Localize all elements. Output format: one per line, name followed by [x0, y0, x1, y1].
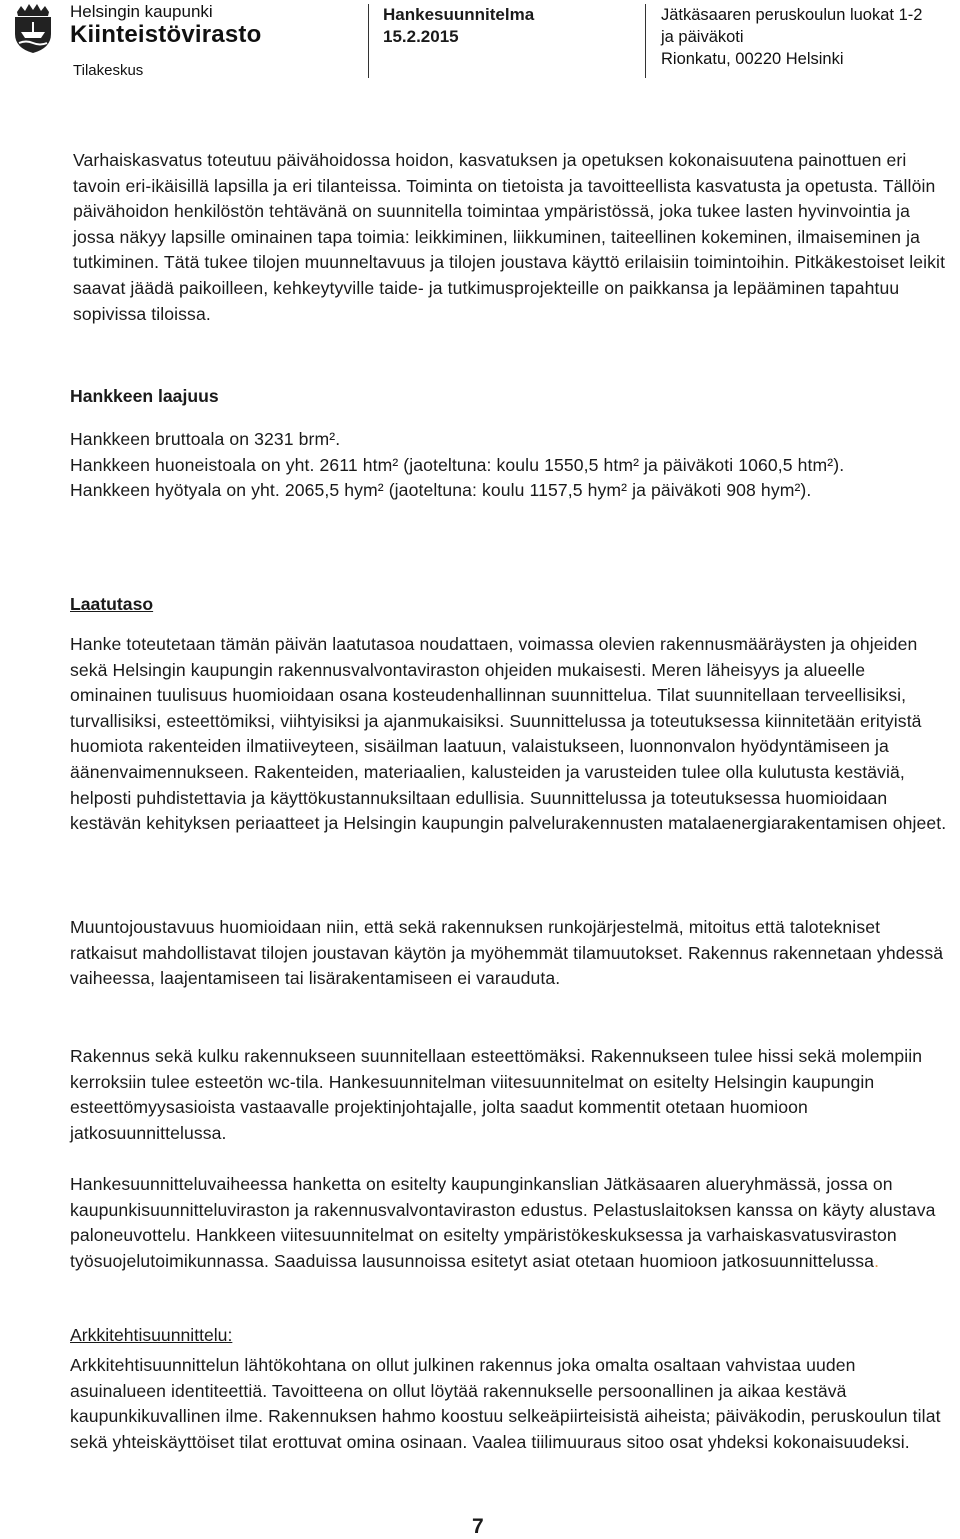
- huoneistoala-line: Hankkeen huoneistoala on yht. 2611 htm² (jaoteltuna: koulu 1550,5 htm² ja päiväkoti 1060,5 htm²).: [70, 454, 845, 475]
- organization-name: [70, 2, 261, 48]
- document-info: [383, 4, 534, 48]
- section-heading-laajuus: Hankkeen laajuus: [70, 386, 219, 406]
- page-number: 7: [472, 1515, 484, 1538]
- document-date: 15.2.2015: [383, 27, 459, 46]
- section-heading-arkkitehti: Arkkitehtisuunnittelu:: [70, 1325, 233, 1345]
- section-heading-laatutaso: Laatutaso: [70, 594, 154, 614]
- hankesuunnitteluvaihe-paragraph: [70, 1172, 950, 1274]
- header-divider: [645, 4, 646, 78]
- header-divider: [368, 4, 369, 78]
- hyotyala-line: Hankkeen hyötyala on yht. 2065,5 hym² (jaoteltuna: koulu 1157,5 hym² ja päiväkoti 908 hym²).: [70, 480, 812, 501]
- project-name: Jätkäsaaren peruskoulun luokat 1-2: [661, 6, 923, 24]
- hankesuunnitteluvaihe-text: Hankesuunnitteluvaiheessa hanketta on esitelty kaupunginkanslian Jätkäsaaren alueryhmässä, jossa on kaupunkisuunnitteluviraston ja rakennusvalvontaviraston edustus. Pelastuslaitoksen kanssa on käyty alustava paloneuvottelu. Hankkeen viitesuunnitelmat on esitelty ympäristökeskuksessa ja varhaiskasvatusviraston työsuojelutoimikunnassa. Saaduissa lausunnoissa esitetyt asiat otetaan huomioon jatkosuunnittelussa: [70, 1174, 936, 1271]
- muuntojoustavuus-paragraph: Muuntojoustavuus huomioidaan niin, että sekä rakennuksen runkojärjestelmä, mitoitus että talotekniset ratkaisut mahdollistavat tilojen joustavan käytön ja myöhemmät tilamuutokset. Rakennus rakennetaan yhdessä vaiheessa, laajentamiseen tai lisärakentamiseen ei varauduta.: [70, 917, 944, 989]
- document-title: Hankesuunnitelma: [383, 5, 535, 24]
- esteettomyys-paragraph: Rakennus sekä kulku rakennukseen suunnitellaan esteettömäksi. Rakennukseen tulee hissi sekä molempiin kerroksiin tulee esteetön wc-tila. Hankesuunnitelman viitesuunnitelmat on esitelty Helsingin kaupungin esteettömyysasioista vastaavalle projektinjohtajalle, jolta saadut kommentit otetaan huomioon jatkosuunnittelussa.: [70, 1046, 923, 1143]
- project-address: Rionkatu, 00220 Helsinki: [661, 50, 844, 68]
- helsinki-crest-logo: [7, 2, 59, 54]
- bruttoala-line: Hankkeen bruttoala on 3231 brm².: [70, 429, 341, 449]
- arkkitehti-paragraph: Arkkitehtisuunnittelun lähtökohtana on ollut julkinen rakennus joka omalta osaltaan vahvistaa uuden asuinalueen identiteettiä. Tavoitteena on ollut löytää rakennukselle persoonallinen ja aikaa kestävä kaupunkikuvallinen ilme. Rakennuksen hahmo koostuu selkeäpiirteisistä aiheista; päiväkodin, peruskoulun tilat sekä yhteiskäyttöiset tilat erottuvat omina osinaan. Vaalea tiilimuuraus sitoo osat yhdeksi kokonaisuudeksi.: [70, 1355, 941, 1452]
- department-name: Kiinteistövirasto: [70, 21, 262, 48]
- page-header: [0, 0, 960, 84]
- end-mark: .: [874, 1250, 880, 1271]
- project-name-cont: ja päiväkoti: [661, 28, 744, 46]
- laatutaso-paragraph: Hanke toteutetaan tämän päivän laatutasoa noudattaen, voimassa olevien rakennusmääräysten ja ohjeiden sekä Helsingin kaupungin rakennusvalvontaviraston ohjeiden mukaisesti. Meren läheisyys ja alueelle ominainen tuulisuus huomioidaan osana kosteudenhallinnan suunnittelua. Tilat suunnitellaan terveellisiksi, turvallisiksi, esteettömiksi, viihtyisiksi ja ajanmukaisiksi. Suunnittelussa ja toteutuksessa kiinnitetään erityistä huomiota rakenteiden ilmatiiveyteen, sisäilman laatuun, valaistukseen, luonnonvalon hyödyntämiseen ja äänenvaimennukseen. Rakenteiden, materiaalien, kalusteiden ja varusteiden tulee olla kulutusta kestäviä, helposti puhdistettavia ja käyttökustannuksiltaan edullisia. Suunnittelussa ja toteutuksessa huomioidaan kestävän kehityksen periaatteet ja Helsingin kaupungin palvelurakennusten matalaenergiarakentamisen ohjeet.: [70, 634, 947, 834]
- intro-paragraph: Varhaiskasvatus toteutuu päivähoidossa hoidon, kasvatuksen ja opetuksen kokonaisuutena painottuen eri tavoin eri-ikäisillä lapsilla ja eri tilanteissa. Toiminta on tietoista ja tavoitteellista kasvatusta ja opetusta. Tällöin päivähoidon henkilöstön tehtävänä on suunnitella toimintaa ympäristössä, joka tukee lasten hyvinvointia ja jossa näkyy lapsille ominainen tapa toimia: leikkiminen, liikkuminen, taiteellinen kokeminen, ilmaiseminen ja tutkiminen. Tätä tukee tilojen muunneltavuus ja tilojen joustava käyttö erilaisiin toimintoihin. Pitkäkestoiset leikit saavat jäädä paikoilleen, kehkeytyville taide- ja tutkimusprojekteille on paikkansa ja lepääminen tapahtuu sopivissa tiloissa.: [73, 150, 946, 324]
- project-info: [661, 4, 922, 70]
- unit-name: Tilakeskus: [73, 62, 144, 79]
- city-name: Helsingin kaupunki: [70, 2, 213, 21]
- laajuus-block: [70, 427, 950, 504]
